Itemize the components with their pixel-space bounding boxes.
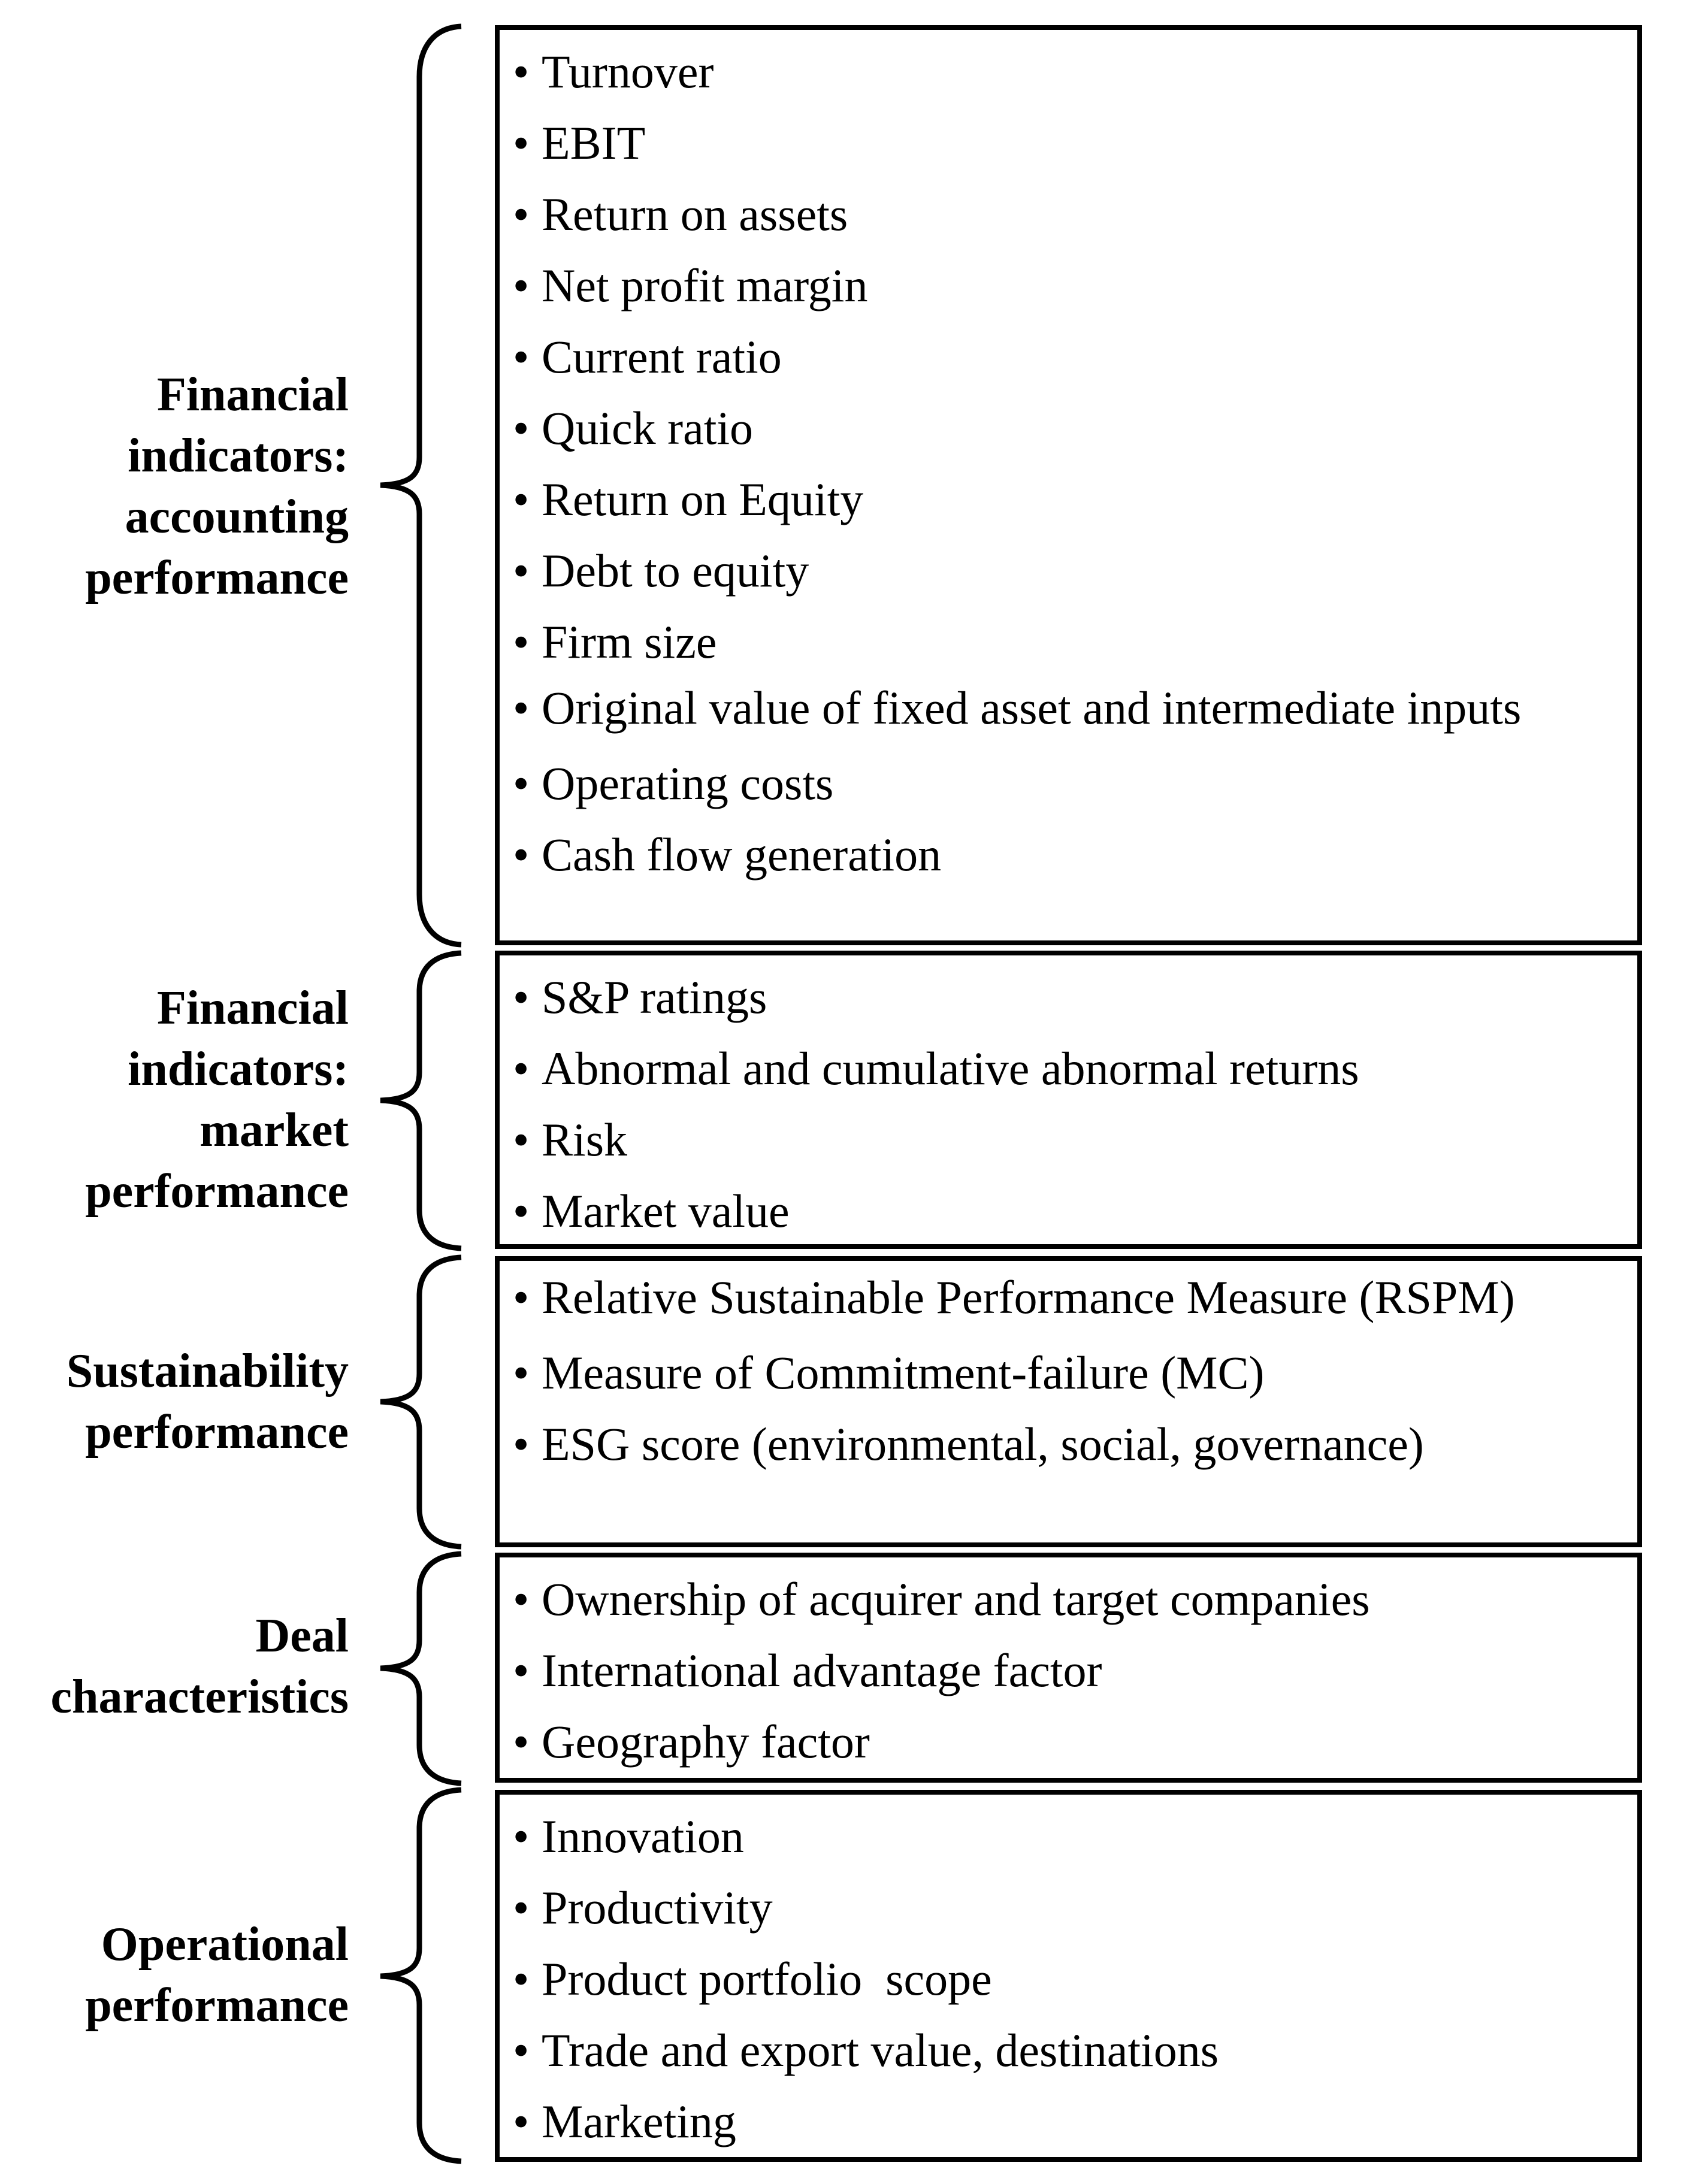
list-item: • Ownership of acquirer and target companies [500,1563,1637,1635]
box-accounting-performance [495,25,1642,945]
box-operational-performance [495,1790,1642,2162]
bullet-icon: • [513,682,530,734]
bullet-icon: • [513,259,530,311]
list-item: • Relative Sustainable Performance Measure (RSPM) [500,1267,1548,1337]
bullet-icon: • [513,473,530,525]
label-accounting-performance [85,364,349,609]
bullet-icon: • [513,331,530,383]
list-item: • Quick ratio [500,392,1637,464]
bullet-icon: • [513,402,530,454]
bullet-icon: • [513,1810,530,1862]
list-item: • Geography factor [500,1706,1637,1777]
list-item: • International advantage factor [500,1635,1637,1706]
bullet-icon: • [513,1042,530,1094]
list-item: • Risk [500,1104,1637,1175]
list-item: • Current ratio [500,321,1637,392]
curly-brace-icon [377,1550,467,1787]
label-line: indicators: [128,1043,349,1096]
bullet-icon: • [513,545,530,597]
list-item: • Firm size [500,606,1637,677]
box-deal-characteristics [495,1553,1642,1783]
list-item: • Market value [500,1175,1637,1247]
list-item: • Trade and export value, destinations [500,2014,1637,2086]
list-item: • Measure of Commitment-failure (MC) [500,1337,1637,1408]
box-market-performance [495,951,1642,1249]
list-item: • S&P ratings [500,961,1637,1033]
list-item: • Innovation [500,1801,1637,1872]
bullet-icon: • [513,1347,530,1399]
list-item: • Product portfolio scope [500,1943,1637,2014]
bullet-icon: • [513,828,530,881]
label-line: Financial [156,368,349,421]
bullet-icon: • [513,1271,530,1323]
box-sustainability-performance [495,1256,1642,1547]
curly-brace-icon [377,1786,467,2165]
list-item: • Abnormal and cumulative abnormal returns [500,1033,1637,1104]
bullet-icon: • [513,1114,530,1166]
label-line: Sustainability [66,1345,349,1397]
label-operational-performance [85,1914,349,2036]
list-item: • Operating costs [500,748,1637,819]
list-item: • Turnover [500,36,1637,107]
label-line: characteristics [50,1671,349,1723]
list-item: • Return on Equity [500,464,1637,535]
bullet-icon: • [513,1185,530,1237]
list-item: • Return on assets [500,179,1637,250]
bullet-icon: • [513,757,530,809]
bullet-icon: • [513,1644,530,1696]
list-item: • Debt to equity [500,535,1637,606]
label-line: performance [85,1165,349,1218]
list-item: • Cash flow generation [500,819,1637,890]
bullet-icon: • [513,1418,530,1470]
bullet-icon: • [513,1953,530,2005]
list-item: • Net profit margin [500,250,1637,321]
label-sustainability-performance [66,1341,349,1463]
bullet-icon: • [513,1716,530,1768]
bullet-icon: • [513,188,530,240]
bullet-icon: • [513,971,530,1023]
bullet-icon: • [513,1881,530,1934]
list-item: • Original value of fixed asset and intermediate inputs [500,677,1548,748]
label-line: indicators: [128,429,349,482]
bullet-icon: • [513,46,530,98]
label-line: performance [85,1406,349,1459]
label-line: performance [85,1979,349,2032]
label-market-performance [85,978,349,1222]
label-line: accounting [125,491,349,543]
list-item: • ESG score (environmental, social, governance) [500,1408,1637,1480]
label-line: market [199,1104,349,1157]
label-line: Financial [156,982,349,1034]
label-line: Operational [101,1918,349,1971]
curly-brace-icon [377,1254,467,1550]
bullet-icon: • [513,2024,530,2076]
curly-brace-icon [377,23,467,948]
bullet-icon: • [513,117,530,169]
label-line: performance [85,552,349,604]
list-item: • EBIT [500,107,1637,179]
label-line: Deal [255,1610,349,1662]
label-deal-characteristics [50,1605,349,1728]
list-item: • Marketing [500,2086,1637,2157]
bullet-icon: • [513,616,530,668]
bullet-icon: • [513,2095,530,2147]
bullet-icon: • [513,1573,530,1625]
list-item: • Productivity [500,1872,1637,1943]
curly-brace-icon [377,949,467,1252]
